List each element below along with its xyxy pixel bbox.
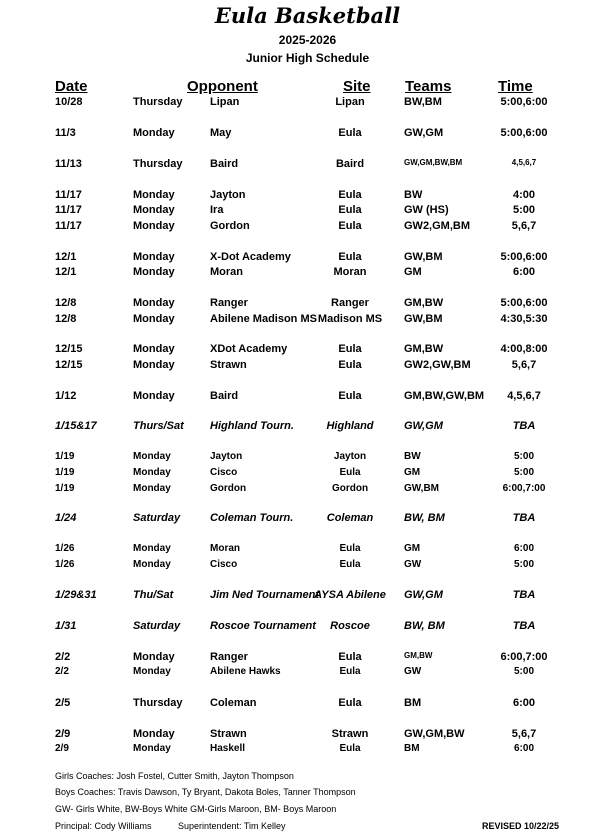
cell-date: 1/31 xyxy=(55,620,77,632)
schedule-title: Eula Basketball xyxy=(214,3,401,28)
cell-time-text: TBA xyxy=(512,620,536,632)
cell-date: 12/15 xyxy=(55,343,83,355)
cell-teams: GM xyxy=(404,266,422,278)
cell-date: 2/9 xyxy=(55,743,69,754)
cell-opponent: Abilene Madison MS xyxy=(210,313,317,325)
cell-date: 12/1 xyxy=(55,251,77,263)
cell-day: Monday xyxy=(133,127,175,139)
table-row xyxy=(0,266,615,282)
cell-teams: GM,BW xyxy=(404,651,433,660)
cell-date: 1/15&17 xyxy=(55,420,97,432)
cell-day: Monday xyxy=(133,666,171,677)
table-row xyxy=(0,189,615,205)
cell-teams: BW xyxy=(404,189,423,201)
cell-date: 1/24 xyxy=(55,512,77,524)
table-row xyxy=(0,251,615,267)
cell-teams: GW,BM xyxy=(404,251,443,263)
cell-site-text: Eula xyxy=(339,467,361,478)
cell-day: Monday xyxy=(133,651,175,663)
cell-site-text: Gordon xyxy=(331,483,369,494)
cell-opponent: Jayton xyxy=(210,189,246,201)
cell-opponent: Haskell xyxy=(210,743,246,754)
cell-teams: GW xyxy=(404,559,422,570)
cell-day: Monday xyxy=(133,204,175,216)
cell-site-text: Madison MS xyxy=(317,313,383,325)
cell-opponent: Moran xyxy=(210,543,240,554)
table-row xyxy=(0,651,615,667)
cell-day: Monday xyxy=(133,743,171,754)
cell-day: Monday xyxy=(133,220,175,232)
cell-teams: BW xyxy=(404,451,421,462)
cell-time-text: 5:00 xyxy=(514,559,535,570)
header-site: Site xyxy=(343,78,371,95)
cell-opponent: XDot Academy xyxy=(210,343,288,355)
cell-site-text: Highland xyxy=(326,420,374,432)
table-row xyxy=(0,666,615,682)
table-row xyxy=(0,483,615,499)
cell-time-text: 6:00 xyxy=(512,266,536,278)
cell-opponent: Cisco xyxy=(210,467,238,478)
cell-site-text: Eula xyxy=(338,390,362,402)
cell-day: Monday xyxy=(133,359,175,371)
cell-time-text: TBA xyxy=(512,420,536,432)
cell-date: 11/13 xyxy=(55,158,82,170)
header-time: Time xyxy=(498,78,533,95)
cell-date: 11/3 xyxy=(55,127,76,139)
cell-site-text: Eula xyxy=(338,343,362,355)
cell-date: 12/8 xyxy=(55,297,77,309)
boys-coaches: Boys Coaches: Travis Dawson, Ty Bryant, Dakota Boles, Tanner Thompson xyxy=(55,787,356,797)
cell-date: 11/17 xyxy=(55,220,82,232)
cell-time-text: 5:00 xyxy=(514,451,535,462)
cell-time-text: 6:00 xyxy=(514,543,535,554)
cell-teams: GM xyxy=(404,543,421,554)
cell-day: Monday xyxy=(133,251,175,263)
cell-opponent: X-Dot Academy xyxy=(210,251,291,263)
cell-date: 11/17 xyxy=(55,189,82,201)
table-row xyxy=(0,451,615,467)
table-row xyxy=(0,728,615,744)
header-date: Date xyxy=(55,78,88,95)
cell-teams: GM,BW,GW,BM xyxy=(404,390,485,402)
cell-time-text: 4,5,6,7 xyxy=(507,390,541,402)
cell-teams: GW2,GW,BM xyxy=(404,359,471,371)
cell-site-text: Eula xyxy=(338,697,362,709)
table-row xyxy=(0,543,615,559)
cell-opponent: Roscoe Tournament xyxy=(210,620,316,632)
cell-teams: GW (HS) xyxy=(404,204,449,216)
cell-teams: GW,GM xyxy=(404,127,444,139)
cell-opponent: Coleman Tourn. xyxy=(210,512,294,524)
cell-date: 1/26 xyxy=(55,559,75,570)
cell-site-text: Eula xyxy=(339,559,361,570)
cell-day: Monday xyxy=(133,390,175,402)
table-row xyxy=(0,96,615,112)
cell-day: Monday xyxy=(133,343,175,355)
cell-opponent: Abilene Hawks xyxy=(210,666,281,677)
table-row xyxy=(0,297,615,313)
cell-site-text: Eula xyxy=(339,743,361,754)
cell-time-text: 6:00,7:00 xyxy=(502,483,546,494)
table-row xyxy=(0,467,615,483)
cell-site-text: Eula xyxy=(339,543,361,554)
cell-date: 1/19 xyxy=(55,467,75,478)
cell-opponent: May xyxy=(210,127,232,139)
table-row xyxy=(0,313,615,329)
cell-day: Monday xyxy=(133,728,175,740)
table-row xyxy=(0,559,615,575)
cell-opponent: Strawn xyxy=(210,728,247,740)
cell-day: Thurs/Sat xyxy=(133,420,184,432)
cell-site-text: Coleman xyxy=(326,512,374,524)
girls-coaches: Girls Coaches: Josh Fostel, Cutter Smith, Jayton Thompson xyxy=(55,771,294,781)
cell-date: 2/5 xyxy=(55,697,71,709)
cell-opponent: Gordon xyxy=(210,483,247,494)
cell-teams: GM xyxy=(404,467,421,478)
cell-day: Monday xyxy=(133,559,171,570)
cell-opponent: Lipan xyxy=(210,96,240,108)
cell-site-text: Eula xyxy=(338,251,362,263)
cell-site-text: Eula xyxy=(338,204,362,216)
table-row xyxy=(0,343,615,359)
cell-date: 12/1 xyxy=(55,266,77,278)
table-row xyxy=(0,589,615,605)
cell-opponent: Gordon xyxy=(210,220,250,232)
header-teams: Teams xyxy=(405,78,452,95)
cell-time-text: 5:00,6:00 xyxy=(500,127,548,139)
table-row xyxy=(0,420,615,436)
cell-teams: BW, BM xyxy=(404,620,445,632)
cell-day: Monday xyxy=(133,451,171,462)
cell-opponent: Highland Tourn. xyxy=(210,420,294,432)
cell-date: 1/19 xyxy=(55,451,75,462)
cell-opponent: Ira xyxy=(210,204,224,216)
cell-time-text: 5,6,7 xyxy=(511,220,537,232)
cell-day: Thursday xyxy=(133,697,183,709)
cell-time-text: 5:00,6:00 xyxy=(500,297,548,309)
cell-teams: BW, BM xyxy=(404,512,445,524)
cell-site-text: Ranger xyxy=(331,297,369,309)
cell-time-text: 5:00,6:00 xyxy=(500,251,548,263)
cell-site-text: Strawn xyxy=(331,728,369,740)
cell-time-text: 4,5,6,7 xyxy=(511,158,537,167)
cell-time-text: 5:00,6:00 xyxy=(500,96,548,108)
cell-opponent: Cisco xyxy=(210,559,238,570)
cell-time-text: 5,6,7 xyxy=(511,728,537,740)
cell-site-text: Eula xyxy=(338,127,362,139)
cell-site-text: Roscoe xyxy=(330,620,370,632)
cell-teams: BM xyxy=(404,697,422,709)
table-row xyxy=(0,697,615,713)
cell-site-text: Jayton xyxy=(333,451,367,462)
cell-day: Monday xyxy=(133,543,171,554)
cell-time-text: 5,6,7 xyxy=(511,359,537,371)
cell-date: 1/12 xyxy=(55,390,77,402)
cell-site-text: Eula xyxy=(338,189,362,201)
cell-teams: GM,BW xyxy=(404,297,444,309)
cell-teams: GW,GM,BW xyxy=(404,728,465,740)
cell-teams: GW,GM,BW,BM xyxy=(404,158,463,167)
cell-opponent: Jayton xyxy=(210,451,243,462)
table-row xyxy=(0,390,615,406)
cell-opponent: Strawn xyxy=(210,359,247,371)
cell-date: 11/17 xyxy=(55,204,82,216)
cell-time-text: TBA xyxy=(512,512,536,524)
cell-site-text: Lipan xyxy=(335,96,365,108)
cell-teams: GW2,GM,BM xyxy=(404,220,470,232)
cell-date: 1/19 xyxy=(55,483,75,494)
cell-time-text: 4:00 xyxy=(512,189,536,201)
cell-day: Monday xyxy=(133,297,175,309)
table-row xyxy=(0,620,615,636)
table-row xyxy=(0,220,615,236)
header-opponent: Opponent xyxy=(187,78,258,95)
table-row xyxy=(0,512,615,528)
cell-time-text: 6:00,7:00 xyxy=(500,651,548,663)
cell-teams: GW,BM xyxy=(404,313,443,325)
cell-day: Monday xyxy=(133,467,171,478)
table-row xyxy=(0,743,615,759)
team-legend: GW- Girls White, BW-Boys White GM-Girls Maroon, BM- Boys Maroon xyxy=(55,804,337,814)
cell-teams: GW,GM xyxy=(404,589,443,601)
cell-day: Thursday xyxy=(133,96,183,108)
cell-day: Thu/Sat xyxy=(133,589,174,601)
cell-site-text: Baird xyxy=(335,158,365,170)
table-row xyxy=(0,158,615,174)
table-row xyxy=(0,127,615,143)
cell-date: 2/2 xyxy=(55,666,69,677)
cell-opponent: Baird xyxy=(210,158,239,170)
revised-date: REVISED 10/22/25 xyxy=(482,821,560,831)
cell-day: Monday xyxy=(133,483,171,494)
cell-time-text: 6:00 xyxy=(514,743,535,754)
cell-date: 12/8 xyxy=(55,313,77,325)
cell-teams: GM,BW xyxy=(404,343,444,355)
table-row xyxy=(0,204,615,220)
cell-teams: BW,BM xyxy=(404,96,442,108)
cell-teams: BM xyxy=(404,743,420,754)
cell-date: 1/29&31 xyxy=(55,589,97,601)
cell-time-text: 5:00 xyxy=(514,666,535,677)
cell-site-text: Eula xyxy=(338,220,362,232)
cell-site-text: Moran xyxy=(333,266,367,278)
principal: Principal: Cody Williams xyxy=(55,821,152,831)
cell-day: Saturday xyxy=(133,512,181,524)
superintendent: Superintendent: Tim Kelley xyxy=(178,821,286,831)
cell-date: 12/15 xyxy=(55,359,83,371)
cell-day: Saturday xyxy=(133,620,181,632)
cell-site-text: Eula xyxy=(338,359,362,371)
cell-time-text: 4:00,8:00 xyxy=(500,343,548,355)
cell-time-text: 5:00 xyxy=(512,204,536,216)
cell-opponent: Ranger xyxy=(210,297,248,309)
cell-opponent: Coleman xyxy=(210,697,257,709)
cell-day: Monday xyxy=(133,266,175,278)
cell-date: 2/9 xyxy=(55,728,71,740)
cell-time-text: 6:00 xyxy=(512,697,536,709)
cell-site-text: Eula xyxy=(339,666,361,677)
cell-time-text: TBA xyxy=(512,589,536,601)
cell-teams: GW,BM xyxy=(404,483,439,494)
table-row xyxy=(0,359,615,375)
cell-opponent: Ranger xyxy=(210,651,248,663)
cell-date: 1/26 xyxy=(55,543,75,554)
cell-opponent: Jim Ned Tournament xyxy=(210,589,319,601)
cell-opponent: Moran xyxy=(210,266,243,278)
schedule-subtitle: Junior High Schedule xyxy=(245,51,370,65)
cell-day: Monday xyxy=(133,313,175,325)
cell-site-text: Eula xyxy=(338,651,362,663)
cell-day: Monday xyxy=(133,189,175,201)
cell-teams: GW,GM xyxy=(404,420,443,432)
cell-time-text: 5:00 xyxy=(514,467,535,478)
cell-time-text: 4:30,5:30 xyxy=(500,313,548,325)
season-label: 2025-2026 xyxy=(278,33,337,47)
cell-date: 2/2 xyxy=(55,651,71,663)
cell-date: 10/28 xyxy=(55,96,83,108)
cell-day: Thursday xyxy=(133,158,183,170)
cell-site-text: AYSA Abilene xyxy=(314,589,386,601)
cell-opponent: Baird xyxy=(210,390,239,402)
cell-teams: GW xyxy=(404,666,422,677)
